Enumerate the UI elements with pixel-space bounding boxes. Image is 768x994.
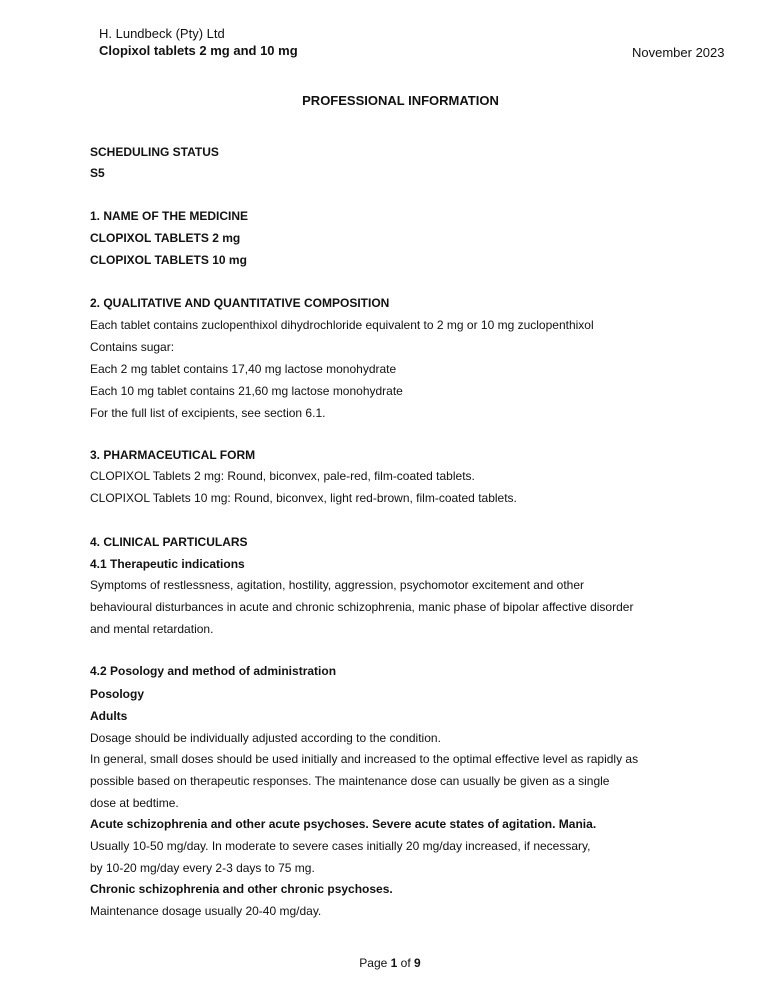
header-date: November 2023 bbox=[632, 45, 725, 60]
section2-line: Each 10 mg tablet contains 21,60 mg lactose monohydrate bbox=[90, 384, 403, 398]
section42-line: Dosage should be individually adjusted according to the condition. bbox=[90, 731, 441, 745]
footer-page-word: Page bbox=[359, 956, 388, 970]
section1-line: CLOPIXOL TABLETS 2 mg bbox=[90, 231, 241, 245]
acute-line: by 10-20 mg/day every 2-3 days to 75 mg. bbox=[90, 861, 315, 875]
acute-heading: Acute schizophrenia and other acute psychoses. Severe acute states of agitation. Mania. bbox=[90, 817, 597, 831]
section2-line: For the full list of excipients, see section 6.1. bbox=[90, 406, 326, 420]
section3-heading: 3. PHARMACEUTICAL FORM bbox=[90, 448, 256, 462]
section2-heading: 2. QUALITATIVE AND QUANTITATIVE COMPOSITION bbox=[90, 296, 390, 310]
section41-line: and mental retardation. bbox=[90, 622, 214, 636]
section41-heading: 4.1 Therapeutic indications bbox=[90, 557, 245, 571]
section2-line: Contains sugar: bbox=[90, 340, 175, 354]
header-company: H. Lundbeck (Pty) Ltd bbox=[99, 26, 225, 41]
chronic-line: Maintenance dosage usually 20-40 mg/day. bbox=[90, 904, 322, 918]
section2-line: Each tablet contains zuclopenthixol dihydrochloride equivalent to 2 mg or 10 mg zuclopenthixol bbox=[90, 318, 594, 332]
posology-heading: Posology bbox=[90, 687, 145, 701]
section42-line: In general, small doses should be used initially and increased to the optimal effective level as rapidly as bbox=[90, 752, 639, 766]
scheduling-value: S5 bbox=[90, 166, 105, 180]
chronic-heading: Chronic schizophrenia and other chronic psychoses. bbox=[90, 882, 393, 896]
section1-heading: 1. NAME OF THE MEDICINE bbox=[90, 209, 249, 223]
section41-line: behavioural disturbances in acute and chronic schizophrenia, manic phase of bipolar affective disorder bbox=[90, 600, 634, 614]
document-title: PROFESSIONAL INFORMATION bbox=[302, 93, 499, 108]
header-product: Clopixol tablets 2 mg and 10 mg bbox=[99, 43, 298, 58]
acute-line: Usually 10-50 mg/day. In moderate to severe cases initially 20 mg/day increased, if necessary, bbox=[90, 839, 591, 853]
section41-line: Symptoms of restlessness, agitation, hostility, aggression, psychomotor excitement and other bbox=[90, 578, 585, 592]
footer-page-number: 1 bbox=[390, 956, 398, 970]
section42-heading: 4.2 Posology and method of administration bbox=[90, 664, 337, 678]
footer-of-word: of bbox=[400, 956, 411, 970]
adults-heading: Adults bbox=[90, 709, 128, 723]
section4-heading: 4. CLINICAL PARTICULARS bbox=[90, 535, 248, 549]
footer-page-total: 9 bbox=[414, 956, 421, 970]
section42-line: possible based on therapeutic responses. The maintenance dose can usually be given as a single bbox=[90, 774, 610, 788]
section1-line: CLOPIXOL TABLETS 10 mg bbox=[90, 253, 247, 267]
section2-line: Each 2 mg tablet contains 17,40 mg lactose monohydrate bbox=[90, 362, 397, 376]
scheduling-heading: SCHEDULING STATUS bbox=[90, 145, 219, 159]
page-footer bbox=[0, 956, 768, 970]
section3-line: CLOPIXOL Tablets 10 mg: Round, biconvex, light red-brown, film-coated tablets. bbox=[90, 491, 517, 505]
section42-line: dose at bedtime. bbox=[90, 796, 179, 810]
section3-line: CLOPIXOL Tablets 2 mg: Round, biconvex, pale-red, film-coated tablets. bbox=[90, 469, 475, 483]
